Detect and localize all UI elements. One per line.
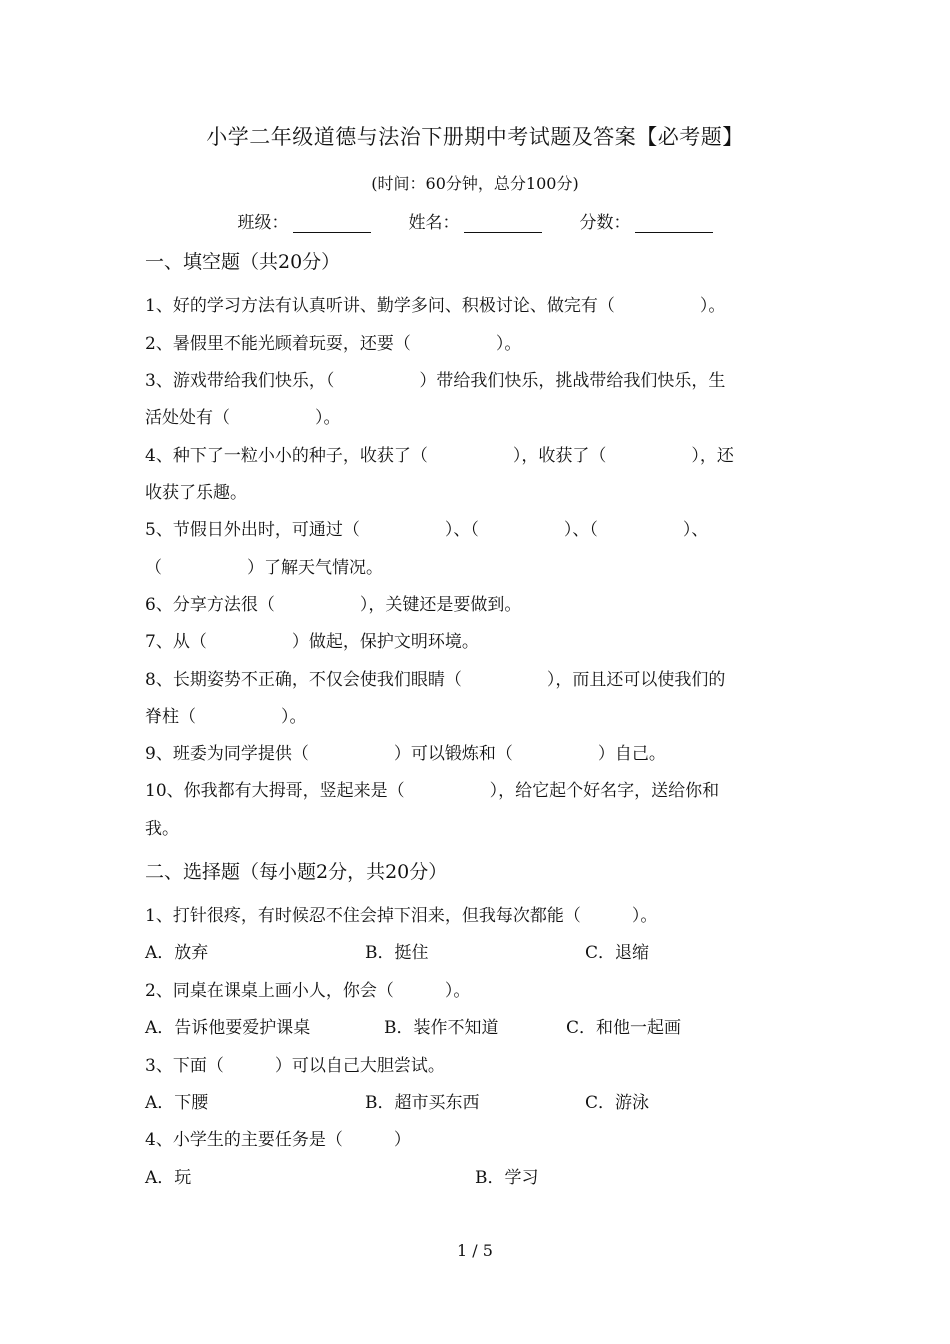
- choice-option[interactable]: A．放弃: [145, 943, 209, 963]
- question-line: 10、你我都有大拇哥，竖起来是（ ），给它起个好名字，送给你和: [145, 781, 720, 801]
- class-field: [238, 208, 371, 233]
- choice-question-stem: 1、打针很疼，有时候忍不住会掉下泪来，但我每次都能（ ）。: [145, 906, 658, 926]
- exam-time-info: (时间：60分钟，总分100分): [371, 174, 579, 193]
- choice-option[interactable]: A．玩: [145, 1168, 192, 1188]
- choice-option[interactable]: B．挺住: [365, 943, 429, 963]
- class-blank[interactable]: [293, 210, 371, 233]
- score-label: 分数：: [579, 213, 631, 233]
- question-line: 9、班委为同学提供（ ）可以锻炼和（ ）自己。: [145, 744, 666, 764]
- question-line: 5、节假日外出时，可通过（ ）、（ ）、（ ）、: [145, 520, 709, 540]
- choice-option[interactable]: A．告诉他要爱护课桌: [145, 1018, 311, 1038]
- question-line: 活处处有（ ）。: [145, 408, 341, 428]
- choice-option[interactable]: A．下腰: [145, 1093, 209, 1113]
- question-line: 收获了乐趣。: [145, 483, 247, 503]
- question-line: 6、分享方法很（ ），关键还是要做到。: [145, 595, 522, 615]
- question-line: 2、暑假里不能光顾着玩耍，还要（ ）。: [145, 334, 522, 354]
- score-blank[interactable]: [635, 210, 713, 233]
- page-title: 小学二年级道德与法治下册期中考试题及答案【必考题】: [206, 125, 744, 149]
- score-field: [580, 208, 713, 233]
- choice-question-stem: 4、小学生的主要任务是（ ）: [145, 1130, 411, 1150]
- name-field: [409, 208, 542, 233]
- question-line: 我。: [145, 819, 179, 839]
- question-line: 1、好的学习方法有认真听讲、勤学多问、积极讨论、做完有（ ）。: [145, 296, 726, 316]
- choice-option[interactable]: C．和他一起画: [566, 1018, 682, 1038]
- name-blank[interactable]: [464, 210, 542, 233]
- page-number: 1 / 5: [457, 1241, 493, 1260]
- student-info-row: [0, 208, 950, 233]
- choice-question-stem: 3、下面（ ）可以自己大胆尝试。: [145, 1056, 445, 1076]
- section-heading-multiple-choice: 二、选择题（每小题2分，共20分）: [145, 861, 448, 883]
- choice-option[interactable]: B．超市买东西: [365, 1093, 480, 1113]
- question-line: 8、长期姿势不正确，不仅会使我们眼睛（ ），而且还可以使我们的: [145, 670, 726, 690]
- question-line: （ ）了解天气情况。: [145, 558, 383, 578]
- choice-option[interactable]: B．学习: [475, 1168, 539, 1188]
- choice-option[interactable]: C．退缩: [585, 943, 650, 963]
- choice-question-stem: 2、同桌在课桌上画小人，你会（ ）。: [145, 981, 471, 1001]
- question-line: 脊柱（ ）。: [145, 707, 307, 727]
- question-line: 3、游戏带给我们快乐，（ ）带给我们快乐，挑战带给我们快乐，生: [145, 371, 726, 391]
- question-line: 4、种下了一粒小小的种子，收获了（ ），收获了（ ），还: [145, 446, 734, 466]
- choice-option[interactable]: B．装作不知道: [384, 1018, 499, 1038]
- section-heading-fill-blank: 一、填空题（共20分）: [145, 251, 341, 273]
- choice-option[interactable]: C．游泳: [585, 1093, 650, 1113]
- question-line: 7、从（ ）做起，保护文明环境。: [145, 632, 479, 652]
- name-label: 姓名：: [408, 213, 460, 233]
- class-label: 班级：: [237, 213, 289, 233]
